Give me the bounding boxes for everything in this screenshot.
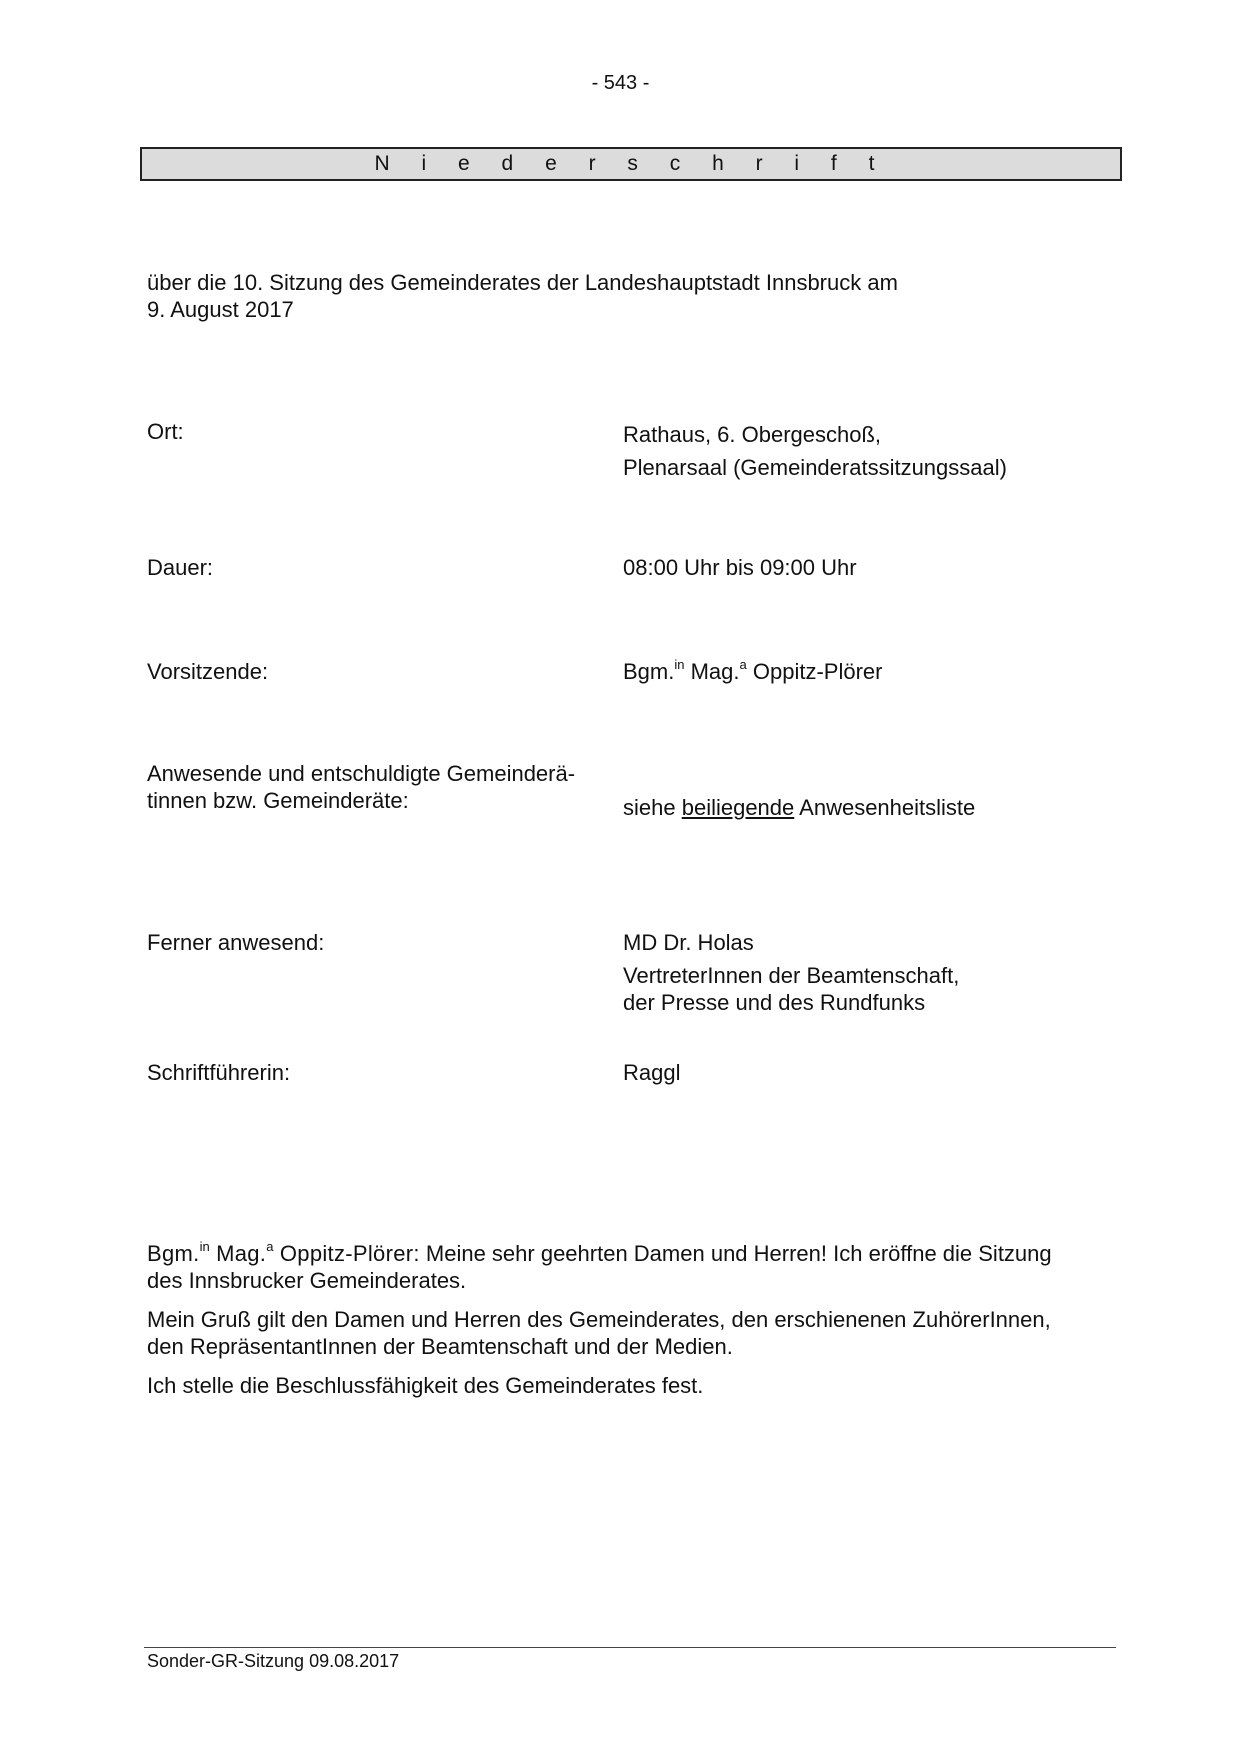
speaker-title-bgm: Bgm.: [147, 1241, 200, 1266]
title-mag: Mag.: [684, 659, 740, 684]
value-ferner-line-3: der Presse und des Rundfunks: [623, 990, 926, 1015]
speech-p1-line-2: des Innsbrucker Gemeinderates.: [147, 1268, 467, 1293]
label-ort: Ort:: [147, 419, 184, 444]
document-title: N i e d e r s c h r i f t: [140, 147, 1122, 181]
page-number: - 543 -: [591, 72, 650, 94]
speaker-sup-in: in: [199, 1239, 210, 1254]
value-ort-line-1: Rathaus, 6. Obergeschoß,: [623, 422, 882, 447]
speech-paragraph-3: Ich stelle die Beschlussfähigkeit des Gemeinderates fest.: [147, 1373, 704, 1398]
label-anwesende-line-1: Anwesende und entschuldigte Gemeinderä-: [147, 761, 576, 786]
label-anwesende-line-2: tinnen bzw. Gemeinderäte:: [147, 788, 409, 813]
sup-a: a: [739, 657, 747, 672]
label-schriftfuehrerin: Schriftführerin:: [147, 1060, 291, 1085]
value-vorsitzende: [623, 658, 1143, 685]
speaker-name: Oppitz-Plörer:: [273, 1241, 420, 1266]
label-anwesende: [147, 760, 617, 814]
speech-p1-rest: Meine sehr geehrten Damen und Herren! Ich eröffne die Sitzung: [419, 1241, 1052, 1266]
speech-p2-line-1: Mein Gruß gilt den Damen und Herren des Gemeinderates, den erschienenen ZuhörerInnen,: [147, 1307, 1051, 1332]
speaker-title-mag: Mag.: [209, 1241, 267, 1266]
label-vorsitzende: Vorsitzende:: [147, 659, 269, 684]
value-anwesende-post: Anwesenheitsliste: [794, 795, 976, 820]
value-ort: [623, 418, 1143, 484]
chair-name: Oppitz-Plörer: [746, 659, 883, 684]
label-ferner: Ferner anwesend:: [147, 930, 325, 955]
value-ferner-line-2: VertreterInnen der Beamtenschaft,: [623, 963, 960, 988]
intro-line-2: 9. August 2017: [147, 297, 294, 322]
speech-paragraph-1: [147, 1240, 1107, 1294]
speaker-sup-a: a: [266, 1239, 274, 1254]
intro-text: [147, 269, 1047, 323]
footer-text: Sonder-GR-Sitzung 09.08.2017: [147, 1651, 400, 1671]
footer-divider: [144, 1647, 1116, 1648]
speech-p2-line-2: den RepräsentantInnen der Beamtenschaft und der Medien.: [147, 1334, 733, 1359]
sup-in: in: [674, 657, 685, 672]
title-bgm: Bgm.: [623, 659, 675, 684]
speech-paragraph-2: [147, 1306, 1107, 1360]
value-anwesende-underlined: beiliegende: [681, 795, 795, 820]
value-anwesende-pre: siehe: [623, 795, 682, 820]
label-dauer: Dauer:: [147, 555, 214, 580]
value-schriftfuehrerin: Raggl: [623, 1060, 681, 1085]
value-ferner: [623, 929, 1143, 1016]
value-dauer: 08:00 Uhr bis 09:00 Uhr: [623, 555, 857, 580]
value-ferner-line-1: MD Dr. Holas: [623, 930, 754, 955]
value-anwesende: [623, 794, 1143, 821]
value-ort-line-2: Plenarsaal (Gemeinderatssitzungssaal): [623, 455, 1007, 480]
speech-p1-line-1: [147, 1240, 1107, 1267]
intro-line-1: über die 10. Sitzung des Gemeinderates der Landeshauptstadt Innsbruck am: [147, 270, 898, 295]
